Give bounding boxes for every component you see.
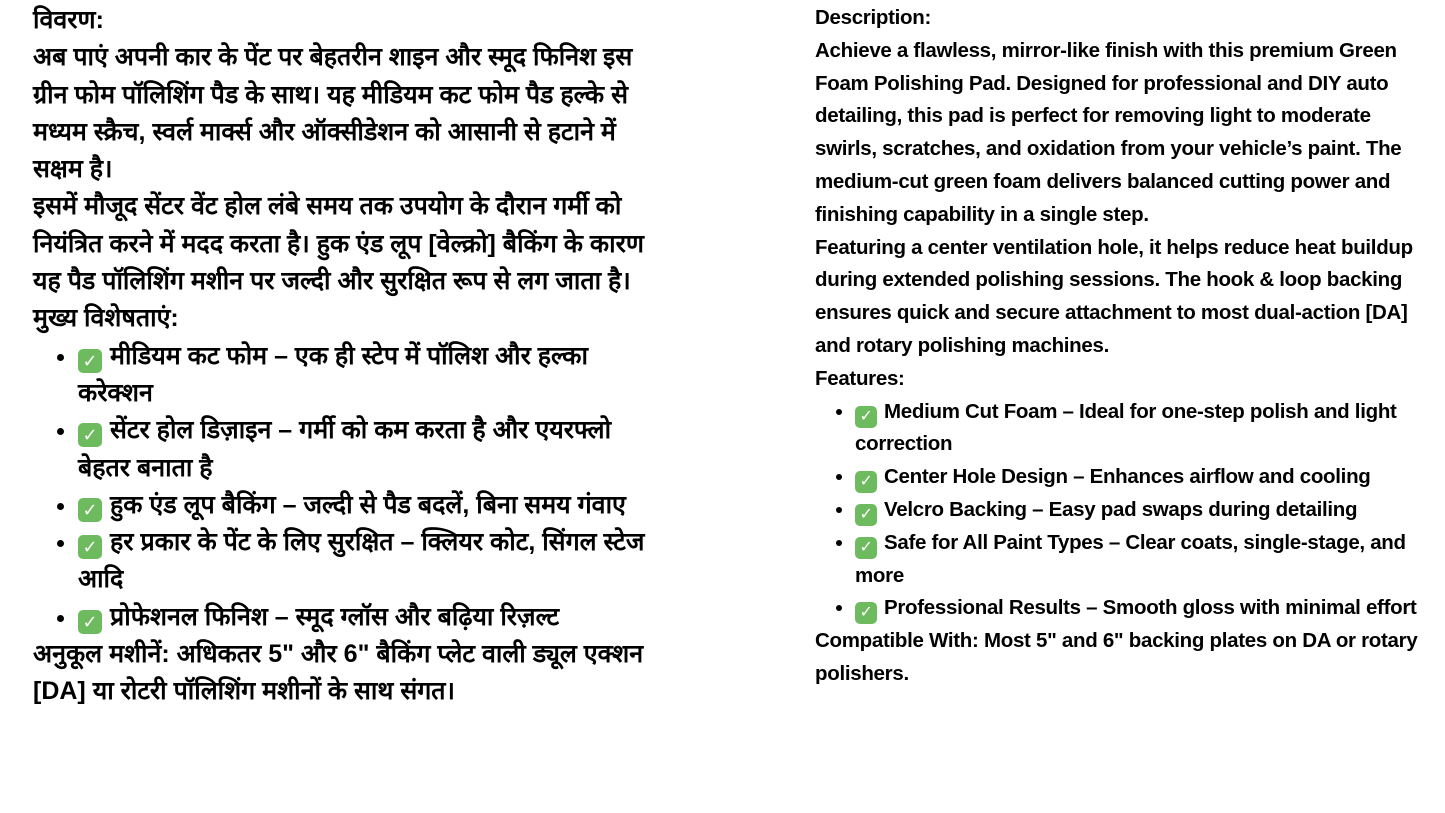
check-icon: ✓: [855, 406, 877, 428]
feature-item: [855, 396, 1433, 462]
feature-item: [78, 599, 665, 636]
english-paragraph-1: Achieve a flawless, mirror-like finish with this premium Green Foam Polishing Pad. Designed for professional and DIY auto detailing, this pad is perfect for removing light to moderate swirls, scratches, and oxidation from your vehicle’s paint. The medium-cut green foam delivers balanced cutting power and finishing capability in a single step.: [815, 38, 1402, 226]
check-icon: ✓: [78, 423, 102, 447]
english-paragraph-2: Featuring a center ventilation hole, it helps reduce heat buildup during extended polishing sessions. The hook & loop backing ensures quick and secure attachment to most dual-action [DA] and rotary polishing machines.: [815, 235, 1413, 357]
feature-text: Safe for All Paint Types – Clear coats, single-stage, and more: [855, 530, 1406, 587]
feature-text: हुक एंड लूप बैकिंग – जल्दी से पैड बदलें, बिना समय गंवाए: [110, 490, 626, 519]
feature-item: [78, 487, 665, 524]
check-icon: ✓: [78, 535, 102, 559]
english-compatibility-note: Compatible With: Most 5" and 6" backing plates on DA or rotary polishers.: [815, 629, 1418, 685]
feature-text: मीडियम कट फोम – एक ही स्टेप में पॉलिश और हल्का करेक्शन: [78, 341, 588, 407]
hindi-paragraph-1: अब पाएं अपनी कार के पेंट पर बेहतरीन शाइन और स्मूद फिनिश इस ग्रीन फोम पॉलिशिंग पैड के साथ। यह मीडियम कट फोम पैड हल्के से मध्यम स्क्रैच, स्वर्ल मार्क्स और ऑक्सीडेशन को आसानी से हटाने में सक्षम है।: [33, 43, 633, 184]
hindi-features-list: [33, 338, 665, 636]
feature-item: [855, 461, 1433, 494]
check-icon: ✓: [855, 471, 877, 493]
english-description-column: [815, 2, 1433, 691]
feature-item: [855, 494, 1433, 527]
english-section-heading: Description:: [815, 6, 931, 29]
feature-text: प्रोफेशनल फिनिश – स्मूद ग्लॉस और बढ़िया रिज़ल्ट: [110, 602, 560, 631]
check-icon: ✓: [855, 537, 877, 559]
feature-text: Center Hole Design – Enhances airflow and cooling: [884, 465, 1371, 489]
hindi-description-column: [33, 2, 665, 711]
hindi-features-heading: मुख्य विशेषताएं:: [33, 304, 179, 333]
check-icon: ✓: [855, 602, 877, 624]
english-features-heading: Features:: [815, 366, 905, 390]
feature-item: [78, 524, 665, 599]
feature-item: [855, 592, 1433, 625]
english-features-list: [815, 396, 1433, 626]
feature-item: [855, 527, 1433, 593]
feature-text: हर प्रकार के पेंट के लिए सुरक्षित – क्लियर कोट, सिंगल स्टेज आदि: [78, 528, 645, 594]
check-icon: ✓: [78, 349, 102, 373]
feature-text: Professional Results – Smooth gloss with minimal effort: [884, 596, 1417, 620]
feature-item: [78, 338, 665, 413]
feature-item: [78, 412, 665, 487]
check-icon: ✓: [78, 610, 102, 634]
hindi-compatibility-note: अनुकूल मशीनें: अधिकतर 5" और 6" बैकिंग प्लेट वाली ड्यूल एक्शन [DA] या रोटरी पॉलिशिंग मशीनों के साथ संगत।: [33, 640, 644, 706]
hindi-section-heading: विवरण:: [33, 6, 104, 34]
feature-text: Velcro Backing – Easy pad swaps during detailing: [884, 497, 1358, 521]
check-icon: ✓: [855, 504, 877, 526]
hindi-paragraph-2: इसमें मौजूद सेंटर वेंट होल लंबे समय तक उपयोग के दौरान गर्मी को नियंत्रित करने में मदद करता है। हुक एंड लूप [वेल्क्रो] बैकिंग के कारण यह पैड पॉलिशिंग मशीन पर जल्दी और सुरक्षित रूप से लग जाता है।: [33, 192, 644, 296]
feature-text: सेंटर होल डिज़ाइन – गर्मी को कम करता है और एयरफ्लो बेहतर बनाता है: [78, 416, 612, 482]
feature-text: Medium Cut Foam – Ideal for one-step polish and light correction: [855, 399, 1397, 456]
check-icon: ✓: [78, 498, 102, 522]
